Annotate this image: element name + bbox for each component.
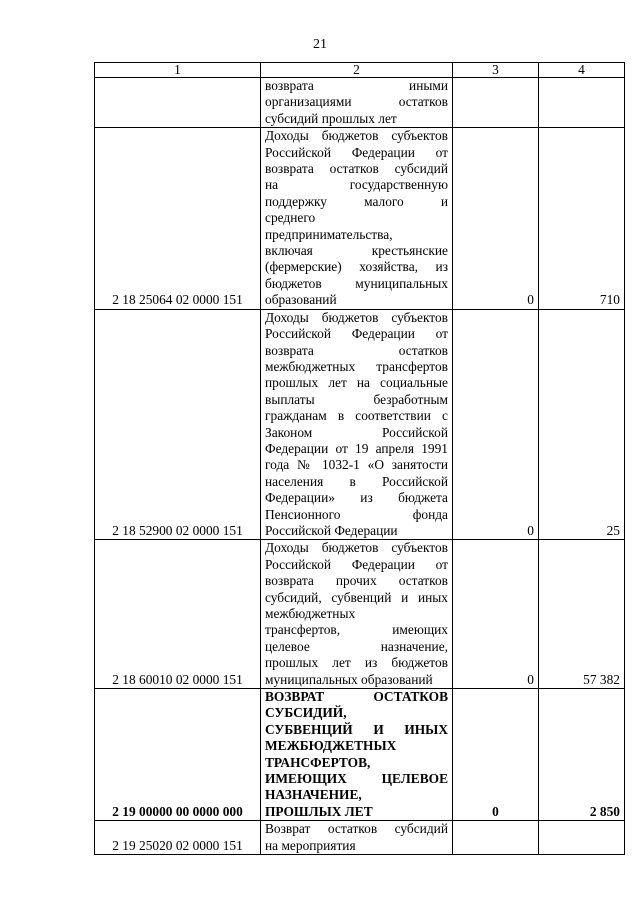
row-name [261, 78, 453, 128]
row-name [261, 128, 453, 309]
row-name-line: Российской Федерации от [265, 326, 448, 342]
row-name-line: Возврат остатков субсидий [265, 821, 448, 837]
row-col3-value: 0 [453, 128, 539, 309]
row-name-line: субсидий прошлых лет [265, 110, 397, 126]
table-row [95, 309, 625, 540]
row-name-line: Законом Российской [265, 424, 448, 440]
row-name-line: муниципальных образований [265, 671, 433, 687]
row-name [261, 821, 453, 855]
table-body [95, 78, 625, 855]
row-name-line: Российской Федерации [265, 522, 398, 538]
table-row [95, 540, 625, 689]
row-name-line: межбюджетных [265, 606, 356, 621]
row-name-line: предпринимательства, [265, 226, 393, 242]
header-col-4: 4 [539, 63, 625, 78]
table-row [95, 78, 625, 128]
table-row [95, 821, 625, 855]
row-name-line: Доходы бюджетов субъектов [265, 540, 448, 556]
row-name-line: ПРОШЛЫХ ЛЕТ [265, 803, 373, 819]
header-col-3: 3 [453, 63, 539, 78]
row-name-line: прошлых лет из бюджетов [265, 655, 448, 671]
header-col-2: 2 [261, 63, 453, 78]
row-code: 2 18 60010 02 0000 151 [95, 540, 261, 689]
table-row [95, 689, 625, 821]
row-name-line: межбюджетных трансфертов [265, 358, 448, 374]
row-name-line: Доходы бюджетов субъектов [265, 128, 448, 144]
table-row [95, 128, 625, 309]
row-name-line: возврата остатков субсидий [265, 161, 448, 177]
row-name [261, 309, 453, 540]
row-col4-value: 25 [539, 309, 625, 540]
row-col4-value [539, 78, 625, 128]
row-name-line: (фермерские) хозяйства, из [265, 259, 448, 275]
row-name-line: на государственную [265, 177, 448, 193]
row-name-line: Федерации» из бюджета [265, 490, 448, 506]
row-name-line: среднего [265, 210, 316, 226]
row-name-line: возврата иными [265, 78, 448, 93]
row-name-line: образований [265, 292, 337, 308]
row-name-line: Доходы бюджетов субъектов [265, 309, 448, 325]
row-name-line: года № 1032-1 «О занятости [265, 457, 448, 473]
row-name-line: ИМЕЮЩИХ ЦЕЛЕВОЕ [265, 771, 448, 787]
header-row [95, 63, 625, 78]
row-code: 2 19 00000 00 0000 000 [95, 689, 261, 821]
row-name-line: Федерации от 19 апреля 1991 [265, 440, 448, 456]
row-name-line: Российской Федерации от [265, 556, 448, 572]
row-name-line: МЕЖБЮДЖЕТНЫХ [265, 738, 397, 754]
row-col3-value: 0 [453, 540, 539, 689]
row-col3-value [453, 78, 539, 128]
row-name-line: СУБСИДИЙ, [265, 705, 347, 721]
row-name-line: ВОЗВРАТ ОСТАТКОВ [265, 689, 448, 705]
header-col-1: 1 [95, 63, 261, 78]
row-name [261, 540, 453, 689]
row-code [95, 78, 261, 128]
page-number: 21 [313, 37, 327, 52]
row-name-line: СУБВЕНЦИЙ И ИНЫХ [265, 721, 448, 737]
row-name-line: на мероприятия [265, 837, 356, 853]
row-col3-value: 0 [453, 309, 539, 540]
row-name-line: населения в Российской [265, 473, 448, 489]
row-col3-value: 0 [453, 689, 539, 821]
row-col3-value [453, 821, 539, 855]
row-name-line: Пенсионного фонда [265, 506, 448, 522]
row-name-line: ТРАНСФЕРТОВ, [265, 754, 371, 770]
row-name-line: НАЗНАЧЕНИЕ, [265, 787, 362, 803]
row-name-line: организациями остатков [265, 94, 448, 110]
row-name-line: поддержку малого и [265, 193, 448, 209]
row-name-line: возврата прочих остатков [265, 573, 448, 589]
row-code: 2 18 52900 02 0000 151 [95, 309, 261, 540]
row-col4-value: 57 382 [539, 540, 625, 689]
row-code: 2 18 25064 02 0000 151 [95, 128, 261, 309]
row-name-line: включая крестьянские [265, 243, 448, 259]
row-name-line: гражданам в соответствии с [265, 408, 448, 424]
row-name-line: трансфертов, имеющих [265, 622, 448, 638]
row-col4-value: 710 [539, 128, 625, 309]
row-name [261, 689, 453, 821]
row-name-line: возврата остатков [265, 342, 448, 358]
row-col4-value [539, 821, 625, 855]
row-code: 2 19 25020 02 0000 151 [95, 821, 261, 855]
row-name-line: выплаты безработным [265, 391, 448, 407]
row-name-line: Российской Федерации от [265, 144, 448, 160]
row-name-line: прошлых лет на социальные [265, 375, 448, 391]
row-col4-value: 2 850 [539, 689, 625, 821]
row-name-line: целевое назначение, [265, 638, 448, 654]
row-name-line: бюджетов муниципальных [265, 275, 448, 291]
row-name-line: субсидий, субвенций и иных [265, 589, 448, 605]
budget-table [94, 62, 625, 855]
